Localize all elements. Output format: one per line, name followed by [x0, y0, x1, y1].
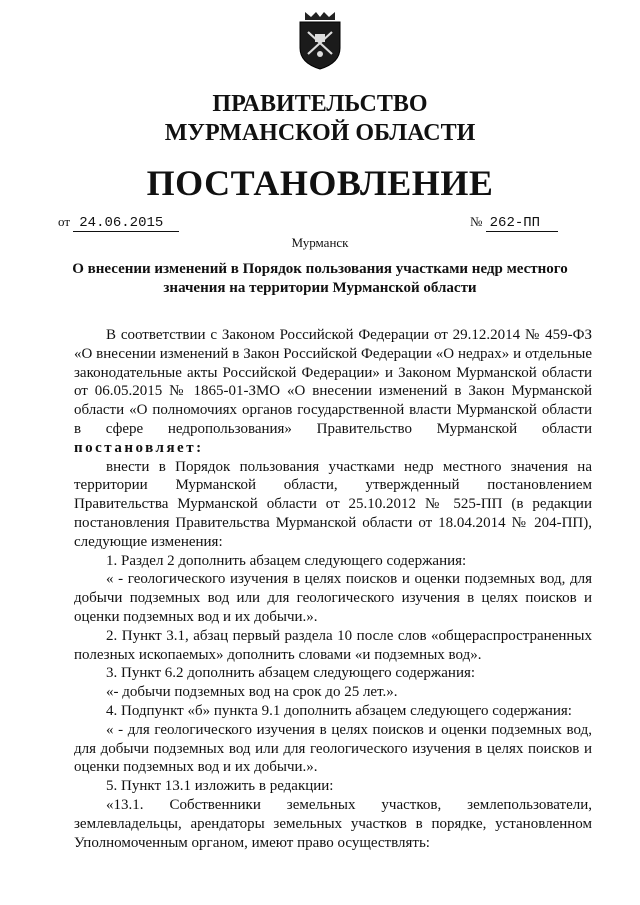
paragraph-item-1: 1. Раздел 2 дополнить абзацем следующего содержания: [106, 552, 467, 569]
org-title-line2: МУРМАНСКОЙ ОБЛАСТИ [164, 120, 476, 146]
decree-colon: : [196, 439, 204, 456]
number-prefix: № [470, 214, 483, 229]
paragraph-item-3: 3. Пункт 6.2 дополнить абзацем следующего содержания: [106, 665, 476, 682]
paragraph-item-5-text: «13.1. Собственники земельных участков, землепользователи, землевладельцы, арендаторы земельных участков в порядке, установленном Уполномоченным органом, имеют право осуществлять: [74, 796, 592, 851]
paragraph-item-4: 4. Подпункт «б» пункта 9.1 дополнить абзацем следующего содержания: [106, 702, 572, 719]
paragraph-preamble [74, 326, 592, 458]
date-prefix: от [58, 214, 71, 229]
document-date: 24.06.2015 [73, 215, 179, 232]
subject-line1: О внесении изменений в Порядок пользования участками недр местного [72, 261, 568, 277]
document-type: ПОСТАНОВЛЕНИЕ [146, 163, 494, 203]
paragraph-item-1-text: « - геологического изучения в целях поисков и оценки подземных вод, для добычи подземных вод или для геологического изучения в целях поисков и оценки подземных вод и их добычи.». [74, 571, 592, 625]
org-title-line1: ПРАВИТЕЛЬСТВО [212, 91, 428, 117]
document-subject [60, 260, 580, 298]
decree-word: постановляет [74, 439, 197, 456]
paragraph-item-4-text: « - для геологического изучения в целях поисков и оценки подземных вод, для добычи подземных вод или для геологического изучения в целях поисков и оценки подземных вод и их добычи.». [74, 721, 592, 776]
date-line [58, 214, 179, 231]
coat-of-arms-icon [296, 10, 344, 70]
paragraph-item-3-text: «- добычи подземных вод на срок до 25 лет.». [106, 684, 398, 701]
preamble-text: В соответствии с Законом Российской Федерации от 29.12.2014 № 459-ФЗ «О внесении изменений в Закон Российской Федерации «О недрах» и отдельные законодательные акты Российской Федерации» и Законом Мурманской области от 06.05.2015 № 1865-01-ЗМО «О внесении изменений в Закон Мурманской области «О полномочиях органов государственной власти Мурманской области в сфере недропользования» Правительство Мурманской области [74, 327, 592, 437]
subject-line2: значения на территории Мурманской области [163, 280, 477, 296]
paragraph-item-5: 5. Пункт 13.1 изложить в редакции: [106, 778, 334, 795]
city: Мурманск [291, 235, 349, 250]
paragraph-intro: внести в Порядок пользования участками недр местного значения на территории Мурманской области, утвержденный постановлением Правительства Мурманской области от 25.10.2012 № 525-ПП (в редакции постановления Правительства Мурманской области от 18.04.2014 № 204-ПП), следующие изменения: [74, 458, 592, 550]
organization-title [0, 90, 640, 148]
document-body [74, 326, 592, 852]
number-line [470, 214, 558, 231]
document-number: 262-ПП [486, 215, 558, 232]
paragraph-item-2: 2. Пункт 3.1, абзац первый раздела 10 после слов «общераспространенных полезных ископаемых» дополнить словами «и подземных вод». [74, 627, 592, 663]
